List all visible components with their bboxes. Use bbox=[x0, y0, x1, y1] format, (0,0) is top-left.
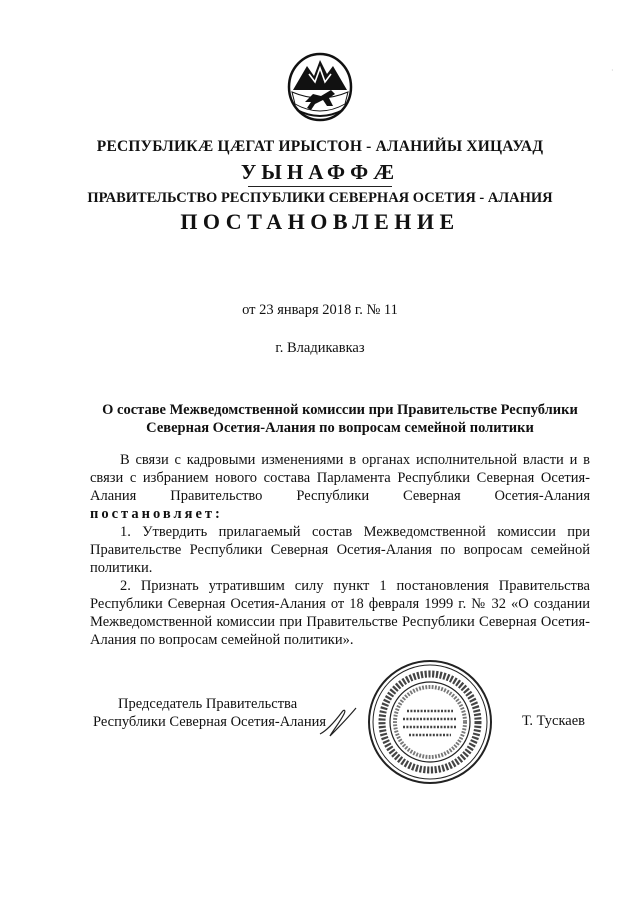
signer-position-line-2: Республики Северная Осетия-Алания bbox=[93, 714, 327, 730]
decides-word: постановляет: bbox=[90, 506, 223, 522]
ossetian-government-name: РЕСПУБЛИКÆ ЦÆГАТ ИРЫСТОН - АЛАНИЙЫ ХИЦАУАД bbox=[96, 138, 544, 155]
coat-of-arms-icon bbox=[287, 52, 353, 122]
intro-paragraph bbox=[90, 451, 590, 523]
intro-text: В связи с кадровыми изменениями в органах исполнительной власти и в связи с избранием нового состава Парламента Республики Северная Осетия-Алания Правительство Республики Северная Осетия-Алания bbox=[90, 452, 590, 504]
header-divider bbox=[248, 186, 392, 187]
signer-position-line-1: Председатель Правительства bbox=[118, 696, 298, 712]
margin-mark: · bbox=[611, 66, 614, 75]
document-title bbox=[80, 401, 600, 437]
handwritten-signature-icon bbox=[318, 706, 358, 738]
ossetian-document-type: УЫНАФФÆ bbox=[240, 160, 400, 184]
document-title-line-2: Северная Осетия-Алания по вопросам семейной политики bbox=[146, 420, 534, 436]
item-1: 1. Утвердить прилагаемый состав Межведомственной комиссии при Правительстве Республики Северная Осетия-Алания по вопросам семейной политики. bbox=[90, 524, 590, 576]
russian-government-name: ПРАВИТЕЛЬСТВО РЕСПУБЛИКИ СЕВЕРНАЯ ОСЕТИЯ - АЛАНИЯ bbox=[87, 190, 553, 206]
official-seal-icon bbox=[367, 659, 493, 785]
russian-document-type: ПОСТАНОВЛЕНИЕ bbox=[180, 209, 460, 234]
item-2: 2. Признать утратившим силу пункт 1 постановления Правительства Республики Северная Осетия-Алания от 18 февраля 1999 г. № 32 «О создании Межведомственной комиссии при Правительстве Республики Северная Осетия-Алания по вопросам семейной политики». bbox=[90, 578, 590, 648]
document-city: г. Владикавказ bbox=[275, 340, 365, 356]
document-title-line-1: О составе Межведомственной комиссии при Правительстве Республики bbox=[102, 402, 578, 418]
signer-name: Т. Тускаев bbox=[522, 713, 586, 729]
document-body bbox=[90, 451, 590, 649]
document-date-number: от 23 января 2018 г. № 11 bbox=[242, 302, 398, 318]
